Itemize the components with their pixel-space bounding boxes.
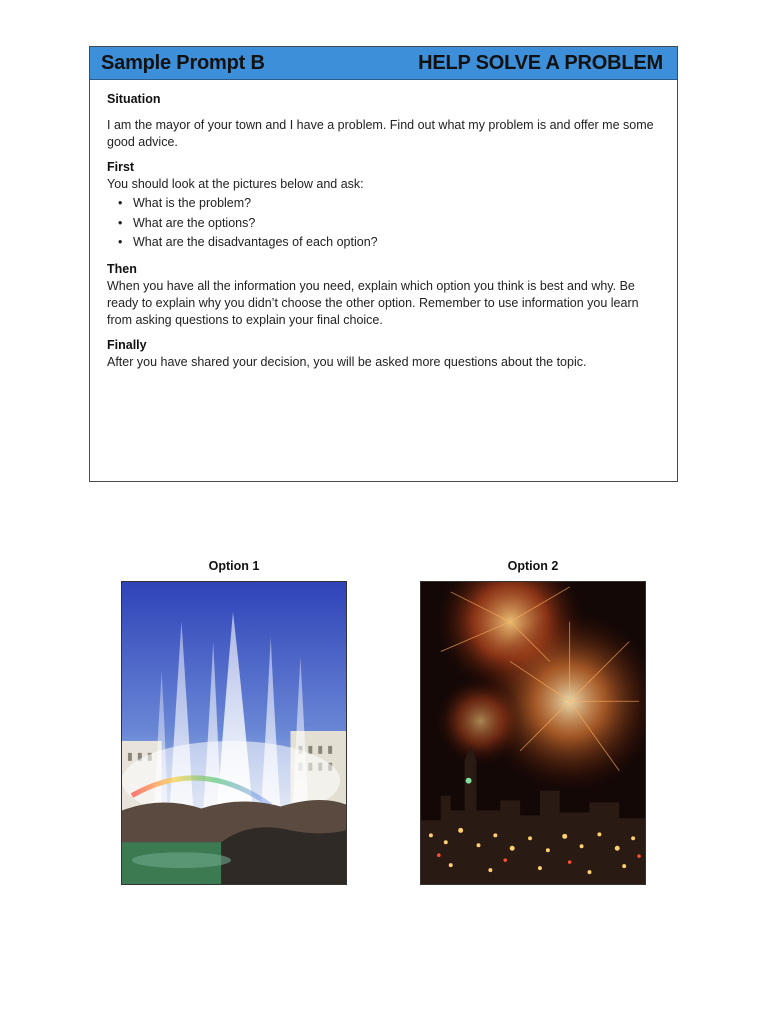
fireworks-photo [420, 581, 646, 885]
fountain-photo [121, 581, 347, 885]
finally-section [107, 337, 660, 371]
card-body [90, 80, 677, 371]
then-heading: Then [107, 261, 137, 276]
option-2-label: Option 2 [507, 559, 559, 573]
first-section [107, 159, 660, 253]
prompt-card [89, 46, 678, 482]
situation-heading: Situation [107, 92, 161, 106]
situation-text: I am the mayor of your town and I have a problem. Find out what my problem is and offer me some good advice. [107, 118, 654, 149]
prompt-type: HELP SOLVE A PROBLEM [418, 51, 663, 74]
situation-section [107, 91, 660, 151]
question-list [107, 194, 660, 253]
list-item: • What are the disadvantages of each option? [118, 235, 378, 249]
option-1-label: Option 1 [208, 559, 260, 573]
then-section [107, 261, 660, 329]
prompt-title: Sample Prompt B [101, 51, 265, 74]
list-item: • What is the problem? [118, 196, 252, 210]
first-heading: First [107, 160, 135, 174]
first-intro: You should look at the pictures below and ask: [107, 177, 364, 191]
list-item: • What are the options? [118, 215, 256, 230]
card-header [90, 47, 677, 80]
finally-heading: Finally [107, 337, 147, 352]
then-text: When you have all the information you need, explain which option you think is best and why. Be ready to explain why you didn’t choose the other option. Remember to use information you learn from asking questions to explain your final choice. [107, 278, 639, 327]
finally-text: After you have shared your decision, you will be asked more questions about the topic. [107, 354, 587, 369]
